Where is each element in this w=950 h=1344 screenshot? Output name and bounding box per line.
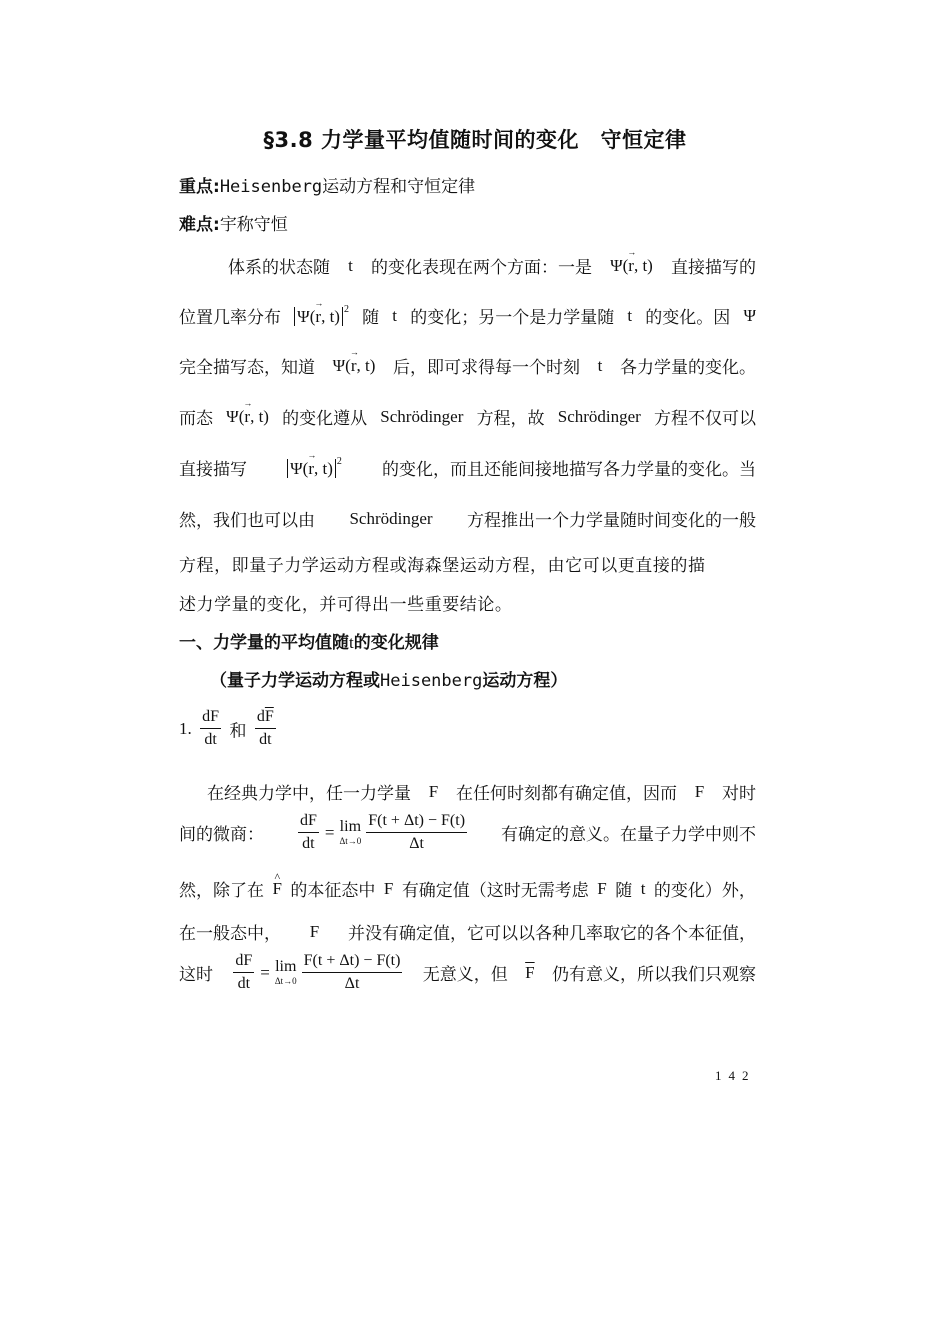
section-title: §3.8 力学量平均值随时间的变化 守恒定律 <box>263 128 687 152</box>
difficult-point-text: 宇称守恒 <box>219 215 288 235</box>
psi-abs-squared: Ψ(→ r, t) $^2$ <box>294 304 349 327</box>
dFbar-dt-fraction: $\frac{d\overline{F}}{dt}$ <box>256 708 274 749</box>
para2-line2: 间的微商： $\frac{dF}{dt}$ = lim Δt→0 $\frac{F(t + \Delta t) - F(t)}{\Delta t}$ 有确定的意义。在量子力学中则不 <box>179 812 756 853</box>
item1-heading: 1. $\frac{dF}{dt}$ 和 $\frac{d\overline{F}}{dt}$ <box>179 708 274 749</box>
key-point-line <box>179 172 759 197</box>
psi-rt: Ψ(→ r, t) <box>333 356 376 376</box>
psi-rt: Ψ(→ r, t) <box>226 407 269 427</box>
derivative-limit-formula: $\frac{dF}{dt}$ = lim Δt→0 $\frac{F(t + \Delta t) - F(t)}{\Delta t}$ <box>235 952 401 993</box>
difficult-point-label: 难点: <box>179 215 220 235</box>
page-number: 142 <box>715 1068 756 1083</box>
para1-line3: 完全描写态，知道 Ψ(→ r, t) 后，即可求得每一个时刻 t 各力学量的变化。 <box>179 353 756 378</box>
para1-line1: 体系的状态随 t 的变化表现在两个方面：一是 Ψ(→ r, t) 直接描写的 <box>228 253 756 278</box>
para1-line2: 位置几率分布 Ψ(→ r, t) $^2$ 随 t 的变化；另一个是力学量随 t 的变化。因 Ψ <box>179 303 756 328</box>
para2-line1: 在经典力学中，任一力学量 F 在任何时刻都有确定值，因而 F 对时 <box>207 781 756 804</box>
section-subheading: （量子力学运动方程或Heisenberg运动方程） <box>210 671 568 691</box>
para2-line4: 在一般态中， F 并没有确定值，它可以以各种几率取它的各个本征值， <box>179 921 756 944</box>
psi-rt: Ψ(→ r, t) <box>610 256 653 276</box>
para1-line8: 述力学量的变化，并可得出一些重要结论。 <box>179 595 513 615</box>
derivative-limit-formula: $\frac{dF}{dt}$ = lim Δt→0 $\frac{F(t + \Delta t) - F(t)}{\Delta t}$ <box>299 812 466 853</box>
para2-line3: 然，除了在 ^ F 的本征态中 F 有确定值（这时无需考虑 F 随 t 的变化）外， <box>179 876 756 901</box>
para2-line5: 这时 $\frac{dF}{dt}$ = lim Δt→0 $\frac{F(t + \Delta t) - F(t)}{\Delta t}$ 无意义，但 $\overline{F}$ 仍有意义，所以我们只观察 <box>179 952 756 993</box>
para1-line7: 方程，即量子力学运动方程或海森堡运动方程，由它可以更直接的描 <box>179 556 706 576</box>
para1-line6: 然，我们也可以由 Schrödinger 方程推出一个力学量随时间变化的一般 <box>179 508 756 531</box>
para1-line5: 直接描写 Ψ(→ r, t) $^2$ 的变化，而且还能间接地描写各力学量的变化。当 <box>179 455 756 480</box>
key-point-label: 重点: <box>179 177 220 197</box>
difficult-point-line <box>179 210 759 235</box>
section-heading: 一、力学量的平均值随t的变化规律 <box>179 633 439 653</box>
dF-dt-fraction: $\frac{dF}{dt}$ <box>202 708 220 749</box>
psi-abs-squared: Ψ(→ r, t) $^2$ <box>287 456 342 479</box>
para1-line4: 而态 Ψ(→ r, t) 的变化遵从 Schrödinger 方程，故 Schrödinger 方程不仅可以 <box>179 404 756 429</box>
key-point-text: Heisenberg运动方程和守恒定律 <box>219 177 476 197</box>
